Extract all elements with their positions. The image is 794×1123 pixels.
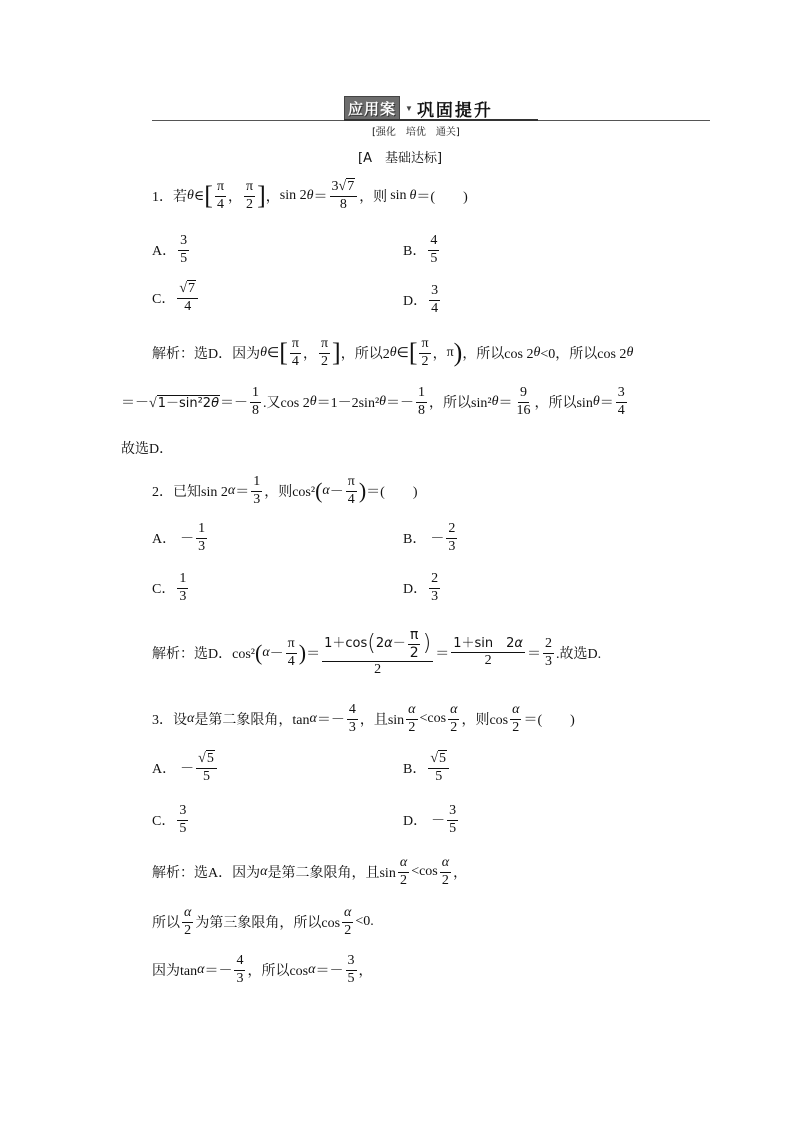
option-label: B．: [403, 762, 427, 778]
fraction: $\frac{\pi}{4}$: [216, 179, 225, 212]
fraction: $\frac{3√7}{8}$: [330, 180, 358, 212]
comma: ，: [228, 190, 243, 206]
text: 是第二象限角，且sin: [267, 866, 396, 882]
left-bracket: [: [204, 181, 213, 211]
option-b: [403, 752, 451, 784]
theta-symbol: θ: [306, 188, 314, 204]
text: ＝－: [121, 396, 149, 412]
text: sin: [390, 188, 407, 204]
alpha-symbol: α: [187, 711, 195, 727]
text: 所以: [152, 916, 180, 932]
right-paren: ): [298, 640, 307, 666]
minus: －: [431, 814, 446, 830]
equals: ＝: [313, 190, 328, 206]
text: 解析：选D．cos²: [152, 647, 255, 663]
option-d: [403, 284, 442, 316]
fraction: $\frac{1}{8}$: [418, 385, 426, 418]
text: ＝－: [220, 396, 249, 412]
fraction: $\frac{1}{3}$: [179, 571, 187, 604]
text: .故选D.: [555, 647, 602, 663]
left-bracket: [: [408, 338, 418, 368]
minus: －: [430, 532, 445, 548]
right-bracket: ): [453, 338, 463, 368]
text: ，且sin: [359, 713, 405, 729]
text: .又cos 2: [263, 396, 310, 412]
theta-symbol: θ: [187, 188, 194, 204]
option-label: D．: [403, 294, 428, 310]
option-label: D．: [403, 582, 428, 598]
solution-1-line-2: [121, 386, 629, 418]
option-label: B．: [403, 532, 427, 548]
fraction: $\frac{\pi}{2}$: [421, 336, 429, 369]
text: 为第三象限角，所以cos: [195, 916, 341, 932]
text: <0，所以cos 2: [540, 347, 627, 363]
text: ＝: [599, 396, 614, 412]
text: 设: [173, 713, 187, 729]
fraction: $\frac{\alpha}{2}$: [512, 702, 520, 735]
text: ，所以2: [340, 347, 390, 363]
minus: －: [269, 647, 284, 663]
text: ＝－: [386, 396, 415, 412]
fraction: $\frac{2}{3}$: [431, 571, 439, 604]
text: ＝1－2sin²: [316, 396, 380, 412]
fraction: $\frac{√5}{5}$: [196, 752, 217, 784]
theta-symbol: θ: [309, 394, 317, 410]
text: 是第二象限角，tan: [194, 713, 310, 729]
alpha-symbol: α: [260, 864, 268, 880]
right-bracket: ]: [332, 338, 341, 368]
text: ，: [453, 866, 468, 882]
minus: －: [180, 532, 195, 548]
question-3: [152, 703, 575, 735]
sqrt: √1－sin²2θ: [149, 396, 220, 412]
left-paren: (: [254, 640, 263, 666]
comma: ，: [302, 347, 317, 363]
answer-blank: ＝( ): [366, 485, 418, 501]
text: ＝－: [315, 964, 344, 980]
option-label: C．: [152, 814, 176, 830]
fraction: $\frac{\alpha}{2}$: [408, 702, 416, 735]
fraction: 1＋cos ( 2 α － $\frac{\pi}{2}$ ) 2: [324, 627, 432, 678]
question-number: 1．: [152, 190, 173, 206]
solution-1-line-1: [152, 337, 633, 369]
fraction: $\frac{\pi}{2}$: [320, 336, 329, 369]
text: ，所以cos: [247, 964, 309, 980]
fraction: $\frac{3}{5}$: [449, 803, 457, 836]
option-a: [152, 752, 219, 784]
theta-symbol: θ: [533, 345, 541, 361]
question-number: 3．: [152, 713, 173, 729]
fraction: $\frac{√5}{5}$: [428, 752, 449, 784]
option-label: D．: [403, 814, 428, 830]
fraction: $\frac{1}{3}$: [198, 521, 206, 554]
alpha-symbol: α: [227, 483, 236, 499]
fraction: $\frac{4}{3}$: [236, 953, 244, 986]
section-title: [A 基础达标]: [358, 151, 443, 166]
option-label: C．: [152, 582, 176, 598]
fraction: $\frac{2}{3}$: [448, 521, 456, 554]
fraction: $\frac{2}{3}$: [544, 635, 552, 669]
header-badge: 应用案: [344, 96, 400, 121]
solution-3-line-2: [152, 906, 374, 938]
option-label: A．: [152, 244, 177, 260]
right-paren: ): [358, 478, 367, 504]
in-symbol: ∈: [267, 345, 280, 361]
minus: －: [329, 485, 344, 501]
theta-symbol: θ: [389, 345, 397, 361]
minus: －: [180, 762, 195, 778]
left-paren: (: [315, 478, 323, 504]
in-symbol: ∈: [396, 345, 409, 361]
option-label: A．: [152, 762, 177, 778]
theta-symbol: θ: [626, 345, 634, 361]
text: 解析：选D．因为: [152, 347, 261, 363]
header-marker: ▼: [405, 104, 413, 113]
header-banner: [344, 96, 493, 121]
text: ，则cos: [461, 713, 509, 729]
alpha-symbol: α: [309, 711, 317, 727]
equals: ＝: [526, 647, 541, 663]
text: sin 2: [279, 188, 307, 204]
fraction: $\frac{\alpha}{2}$: [399, 855, 408, 888]
alpha-symbol: α: [322, 483, 330, 499]
fraction: $\frac{3}{5}$: [180, 233, 188, 266]
alpha-symbol: α: [262, 645, 270, 661]
theta-symbol: θ: [409, 188, 417, 204]
option-c: [152, 572, 190, 604]
equals: ＝: [306, 647, 321, 663]
option-d: [403, 804, 460, 836]
alpha-symbol: α: [308, 962, 316, 978]
question-number: 2．: [152, 485, 173, 501]
fraction: $\frac{3}{4}$: [617, 385, 625, 418]
fraction: $\frac{9}{16}$: [516, 385, 531, 418]
text: 因为tan: [152, 964, 198, 980]
fraction: $\frac{4}{5}$: [430, 233, 438, 266]
in-symbol: ∈: [193, 188, 205, 204]
fraction: $\frac{3}{4}$: [431, 283, 439, 316]
option-c: [152, 282, 200, 314]
option-b: [403, 234, 441, 266]
text: ＝－: [204, 964, 233, 980]
fraction: $\frac{3}{5}$: [179, 803, 187, 836]
text: ，: [358, 964, 373, 980]
text: <cos: [411, 864, 438, 880]
answer-blank: ＝( ): [523, 713, 575, 729]
option-a: [152, 522, 209, 554]
text: ＝: [235, 485, 250, 501]
theta-symbol: θ: [379, 394, 387, 410]
text: 已知sin 2: [173, 485, 228, 501]
answer-blank: ＝( ): [416, 190, 468, 206]
text: ＝－: [316, 713, 345, 729]
text: ，则cos²: [264, 485, 316, 501]
solution-3-line-3: [152, 954, 373, 986]
header-title: 巩固提升: [416, 101, 493, 121]
fraction: $\frac{\alpha}{2}$: [184, 905, 192, 938]
fraction: $\frac{1}{8}$: [252, 385, 260, 418]
pi-symbol: π: [446, 345, 454, 361]
text: ，所以sin²: [429, 396, 492, 412]
option-c: [152, 804, 190, 836]
theta-symbol: θ: [592, 394, 600, 410]
fraction: $\frac{3}{5}$: [347, 953, 355, 986]
solution-3-line-1: [152, 856, 467, 888]
fraction: $\frac{4}{3}$: [348, 702, 356, 735]
text: <0.: [355, 914, 374, 930]
theta-symbol: θ: [491, 394, 499, 410]
option-label: A．: [152, 532, 177, 548]
equals: ＝: [435, 647, 450, 663]
question-1: [152, 180, 468, 212]
theta-symbol: θ: [260, 345, 268, 361]
option-d: [403, 572, 442, 604]
fraction: $\frac{\pi}{4}$: [347, 474, 355, 507]
solution-2: [152, 628, 601, 678]
option-label: C．: [152, 292, 176, 308]
text: <cos: [419, 711, 447, 727]
fraction: $\frac{\pi}{2}$: [246, 179, 254, 212]
text: ，则: [359, 189, 388, 206]
text: 若: [173, 189, 187, 206]
fraction: $\frac{\pi}{4}$: [287, 635, 295, 669]
text: ＝: [498, 396, 513, 412]
solution-1-line-3: 故选D．: [121, 442, 174, 457]
text: ，所以sin: [534, 396, 593, 412]
header-rule-center: [344, 119, 538, 121]
comma: ，: [265, 190, 280, 206]
fraction: $\frac{\alpha}{2}$: [450, 702, 458, 735]
question-2: [152, 475, 417, 507]
comma: ，: [432, 347, 447, 363]
option-a: [152, 234, 191, 266]
option-label: B．: [403, 244, 427, 260]
text: ，所以cos 2: [462, 347, 534, 363]
right-bracket: ]: [257, 181, 266, 211]
fraction: $\frac{\pi}{4}$: [291, 336, 299, 369]
fraction: $\frac{\alpha}{2}$: [344, 905, 352, 938]
header-subtitle: [强化 培优 通关]: [372, 127, 460, 138]
fraction: $\frac{1}{3}$: [253, 474, 261, 507]
fraction: $\frac{√7}{4}$: [177, 282, 198, 314]
text: 解析：选A．因为: [152, 866, 261, 882]
left-bracket: [: [279, 338, 288, 368]
fraction: $\frac{1+\sin 2\alpha}{2}$: [453, 636, 523, 668]
fraction: $\frac{\alpha}{2}$: [441, 855, 450, 888]
alpha-symbol: α: [197, 962, 205, 978]
option-b: [403, 522, 459, 554]
